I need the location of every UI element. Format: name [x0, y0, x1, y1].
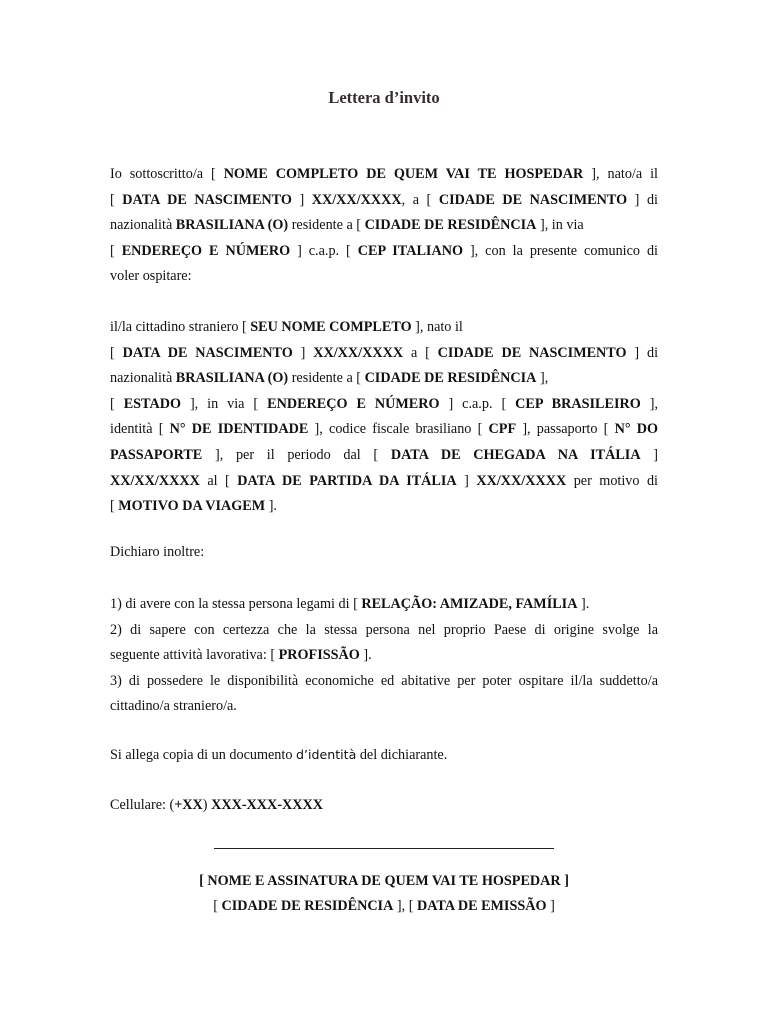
host-declaration-paragraph [110, 162, 658, 290]
guest-full-name-placeholder: SEU NOME COMPLETO [250, 319, 412, 335]
guest-line-2: [ DATA DE NASCIMENTO ] XX/XX/XXXX a [ CIDADE DE NASCIMENTO ] di [110, 344, 659, 361]
guest-cpf-placeholder: CPF [488, 421, 517, 438]
guest-nationality: BRASILIANA (O) [175, 370, 289, 387]
phone-country-code: +XX [174, 797, 203, 813]
declaration-item-3-cont: cittadino/a straniero/a. [110, 698, 237, 715]
declaration-item-3: 3) di possedere le disponibilità economiche ed abitative per poter ospitare il/la suddetto/a [110, 672, 658, 689]
relationship-placeholder: RELAÇÃO: AMIZADE, FAMÍLIA [361, 596, 578, 612]
guest-details-paragraph [110, 315, 658, 520]
arrival-date-placeholder: DATA DE CHEGADA NA ITÁLIA [390, 446, 641, 463]
declaration-item-2-cont: seguente attività lavorativa: [ PROFISSÃO ]. [110, 647, 372, 664]
guest-birth-city-placeholder: CIDADE DE NASCIMENTO [437, 344, 627, 361]
signature-city-placeholder: CIDADE DE RESIDÊNCIA [221, 898, 394, 914]
guest-postal-code-placeholder: CEP BRASILEIRO [515, 395, 641, 412]
host-address-placeholder: ENDEREÇO E NÚMERO [121, 242, 291, 259]
signature-line [214, 848, 554, 849]
host-full-name-placeholder: NOME COMPLETO DE QUEM VAI TE HOSPEDAR [223, 166, 584, 182]
guest-address-placeholder: ENDEREÇO E NÚMERO [267, 395, 440, 412]
signature-place-date: [ CIDADE DE RESIDÊNCIA ], [ DATA DE EMISSÃO ] [213, 898, 555, 914]
guest-line-5: identità [ N° DE IDENTIDADE ], codice fiscale brasiliano [ CPF ], passaporto [ N° DO [110, 421, 658, 438]
host-line-4: [ ENDEREÇO E NÚMERO ] c.a.p. [ CEP ITALIANO ], con la presente comunico di [110, 242, 658, 259]
host-residence-city-placeholder: CIDADE DE RESIDÊNCIA [364, 217, 537, 234]
travel-reason-placeholder: MOTIVO DA VIAGEM [118, 498, 266, 515]
profession-placeholder: PROFISSÃO [278, 647, 360, 664]
declarations-list [110, 592, 658, 720]
host-line-2: [ DATA DE NASCIMENTO ] XX/XX/XXXX, a [ CIDADE DE NASCIMENTO ] di [110, 191, 658, 208]
attachment-note: Si allega copia di un documento d’identità del dichiarante. [110, 747, 448, 763]
guest-line-6: PASSAPORTE ], per il periodo dal [ DATA DE CHEGADA NA ITÁLIA ] [110, 446, 659, 463]
host-nationality: BRASILIANA (O) [175, 217, 289, 234]
guest-line-7: XX/XX/XXXX al [ DATA DE PARTIDA DA ITÁLIA ] XX/XX/XXXX per motivo di [110, 472, 659, 489]
signature-label: [ NOME E ASSINATURA DE QUEM VAI TE HOSPEDAR ] [199, 873, 569, 889]
guest-line-4: [ ESTADO ], in via [ ENDEREÇO E NÚMERO ] c.a.p. [ CEP BRASILEIRO ], [110, 395, 658, 412]
phone-line: Cellulare: (+XX) XXX-XXX-XXXX [110, 797, 323, 813]
phone-number-placeholder: XXX-XXX-XXXX [211, 797, 323, 813]
guest-line-8: [ MOTIVO DA VIAGEM ]. [110, 498, 277, 515]
guest-state-placeholder: ESTADO [123, 395, 181, 412]
departure-date-placeholder: DATA DE PARTIDA DA ITÁLIA [237, 472, 457, 489]
host-birth-date-placeholder: DATA DE NASCIMENTO [122, 191, 292, 208]
guest-line-1: il/la cittadino straniero [ SEU NOME COMPLETO ], nato il [110, 319, 463, 335]
guest-birth-date-placeholder: DATA DE NASCIMENTO [122, 344, 293, 361]
declaration-item-2: 2) di sapere con certezza che la stessa persona nel proprio Paese di origine svolge la [110, 621, 658, 638]
guest-id-number-placeholder: N° DE IDENTIDADE [169, 421, 309, 438]
guest-residence-city-placeholder: CIDADE DE RESIDÊNCIA [364, 370, 537, 387]
guest-passport-placeholder: PASSAPORTE [110, 446, 203, 463]
host-birth-city-placeholder: CIDADE DE NASCIMENTO [438, 191, 628, 208]
declaration-item-1: 1) di avere con la stessa persona legami di [ RELAÇÃO: AMIZADE, FAMÍLIA ]. [110, 596, 590, 612]
host-line-1: Io sottoscritto/a [ NOME COMPLETO DE QUEM VAI TE HOSPEDAR ], nato/a il [110, 166, 658, 182]
host-postal-code-placeholder: CEP ITALIANO [357, 242, 463, 259]
host-line-5: voler ospitare: [110, 268, 192, 285]
guest-line-3: nazionalità BRASILIANA (O) residente a [ CIDADE DE RESIDÊNCIA ], [110, 370, 549, 387]
further-declaration-heading: Dichiaro inoltre: [110, 544, 205, 560]
letter-title: Lettera d’invito [328, 88, 440, 107]
issue-date-placeholder: DATA DE EMISSÃO [416, 898, 547, 914]
host-line-3: nazionalità BRASILIANA (O) residente a [ CIDADE DE RESIDÊNCIA ], in via [110, 217, 584, 234]
